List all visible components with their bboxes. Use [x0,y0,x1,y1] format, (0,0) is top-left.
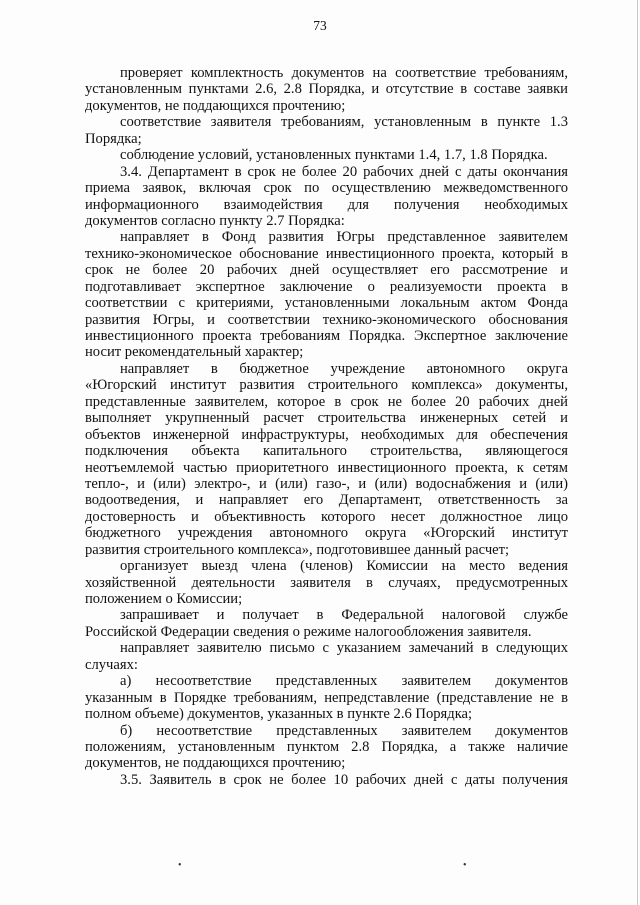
text-line: носит рекомендательный характер; [85,344,304,361]
text-line: подключения объекта капитального строительства, являющегося [85,443,568,460]
text-line: направляет заявителю письмо с указанием замечаний в следующих [120,640,568,657]
text-line: проверяет комплектность документов на соответствие требованиям, [120,65,568,81]
text-line: информационного взаимодействия для получения необходимых [85,196,568,213]
text-line: приема заявок, включая срок по осуществлению межведомственного [85,180,568,197]
text-line: водоотведения, и направляет его Департамент, ответственность за [85,492,568,509]
scan-speck: • [178,860,182,871]
text-line: развития Югры, и соответствии технико-экономического обоснования [85,311,568,328]
document-body [85,65,568,788]
text-line: тепло-, и (или) электро-, и (или) газо-, и (или) водоснабжения и (или) [85,475,568,492]
text-line: установленным пунктами 2.6, 2.8 Порядка, и отсутствие в составе заявки [85,81,568,98]
text-line: случаях: [85,656,138,673]
text-line: организует выезд члена (членов) Комиссии на место ведения [120,558,568,575]
text-line: подготавливает экспертное заключение о реализуемости проекта в [85,278,568,295]
text-line: полном объеме) документов, указанных в пункте 2.6 Порядка; [85,706,473,723]
text-line: «Югорский институт развития строительного комплекса» документы, [85,377,568,394]
text-line: запрашивает и получает в Федеральной налоговой службе [120,607,568,624]
text-line: хозяйственной деятельности заявителя в случаях, предусмотренных [85,574,568,591]
text-line: документов согласно пункту 2.7 Порядка: [85,212,345,229]
text-line: положением о Комиссии; [85,591,243,607]
text-line: представленные заявителем, которое в срок не более 20 рабочих дней [85,393,568,410]
text-line: Российской Федерации сведения о режиме налогообложения заявителя. [85,623,532,640]
page-edge [637,0,638,905]
text-line: развития строительного комплекса», подготовившее данный расчет; [85,541,510,558]
page-number: 73 [313,18,327,33]
text-line: направляет в Фонд развития Югры представленное заявителем [120,229,568,246]
text-line: бюджетного учреждения автономного округа «Югорский институт [85,525,568,542]
text-line: 3.4. Департамент в срок не более 20 рабочих дней с даты окончания [120,163,568,180]
text-line: а) несоответствие представленных заявителем документов [120,673,568,690]
text-line: указанным в Порядке требованиям, непредставление (представление не в [85,689,568,706]
text-line: неотъемлемой частью приоритетного инвестиционного проекта, к сетям [85,459,568,476]
text-line: положениям, установленным пунктом 2.8 Порядка, а также наличие [85,738,568,755]
text-line: Порядка; [85,130,142,147]
text-line: срок не более 20 рабочих дней осуществляет его рассмотрение и [85,262,568,279]
text-line: объектов инженерной инфраструктуры, необходимых для обеспечения [85,426,568,443]
text-line: инвестиционного проекта требованиям Порядка. Экспертное заключение [85,328,568,344]
scan-speck: • [463,860,467,871]
text-line: выполняет укрупненный расчет строительства инженерных сетей и [85,410,568,427]
text-line: соответствие заявителя требованиям, установленным в пункте 1.3 [120,114,568,131]
text-line: достоверность и объективность которого несет должностное лицо [85,508,568,525]
text-line: соблюдение условий, установленных пунктами 1.4, 1.7, 1.8 Порядка. [120,147,548,164]
text-line: соответствии с критериями, установленными локальным актом Фонда [85,295,568,312]
text-line: б) несоответствие представленных заявителем документов [120,722,568,739]
text-line: направляет в бюджетное учреждение автономного округа [120,360,568,377]
text-line: 3.5. Заявитель в срок не более 10 рабочих дней с даты получения [120,771,568,788]
text-line: технико-экономическое обоснование инвестиционного проекта, который в [85,245,568,262]
text-line: документов, не поддающихся прочтению; [85,97,346,114]
text-line: документов, не поддающихся прочтению; [85,755,346,772]
